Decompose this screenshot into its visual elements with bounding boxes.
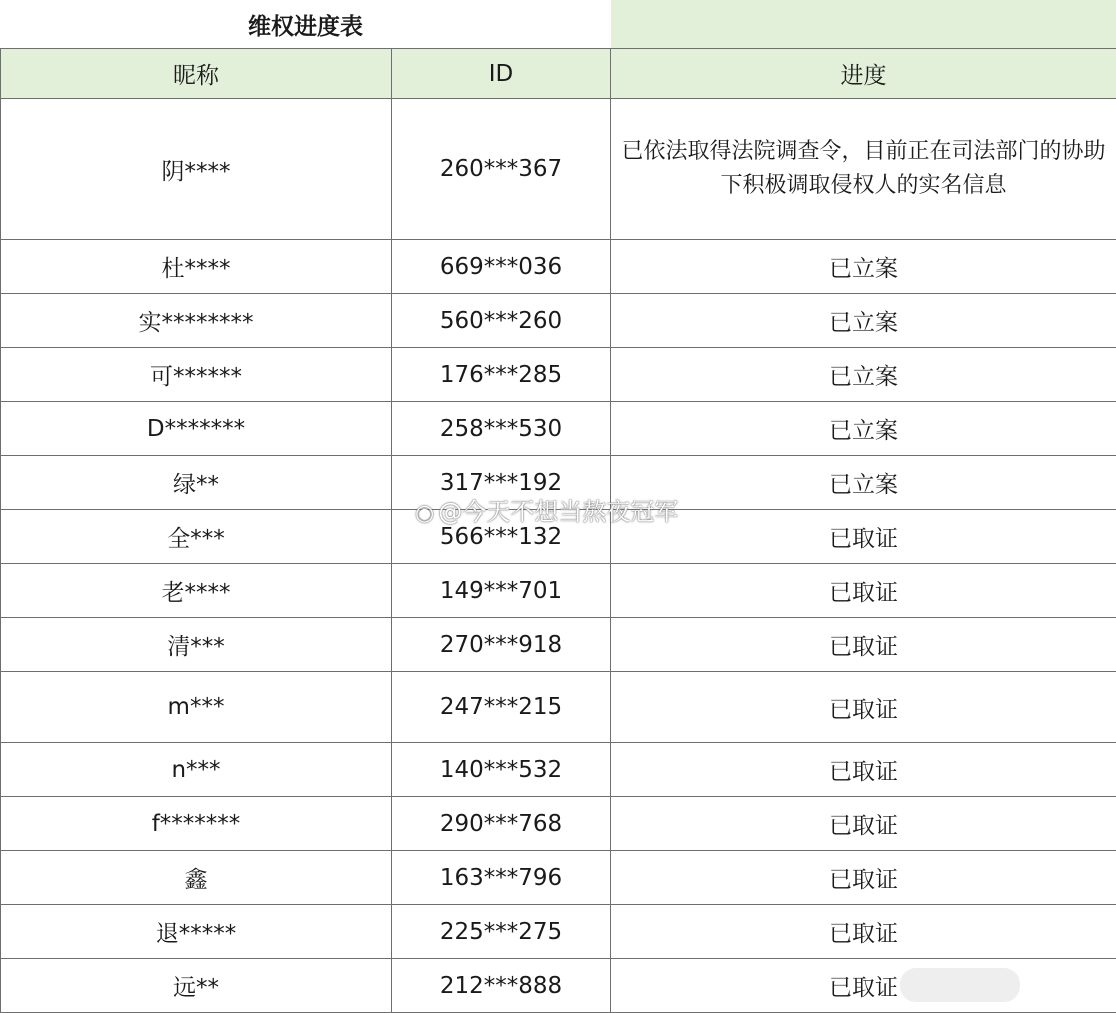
progress-cell: 已取证 xyxy=(611,618,1116,672)
progress-cell: 已立案 xyxy=(611,348,1116,402)
id-cell: 669***036 xyxy=(392,240,611,294)
nickname-cell: 实******** xyxy=(1,294,392,348)
nickname-cell: 绿** xyxy=(1,456,392,510)
nickname-cell: 鑫 xyxy=(1,851,392,905)
id-cell: 140***532 xyxy=(392,743,611,797)
table-row xyxy=(1,851,1116,905)
progress-cell: 已立案 xyxy=(611,402,1116,456)
progress-cell: 已取证 xyxy=(611,851,1116,905)
id-cell: 176***285 xyxy=(392,348,611,402)
nickname-cell: 远** xyxy=(1,959,392,1013)
nickname-cell: 阴**** xyxy=(1,99,392,240)
table-row xyxy=(1,618,1116,672)
table-row xyxy=(1,672,1116,743)
progress-cell: 已取证 xyxy=(611,743,1116,797)
progress-cell: 已取证 xyxy=(611,797,1116,851)
id-cell: 212***888 xyxy=(392,959,611,1013)
progress-cell: 已取证 xyxy=(611,905,1116,959)
table-row xyxy=(1,510,1116,564)
progress-cell: 已取证 xyxy=(611,564,1116,618)
progress-cell: 已取证 xyxy=(611,510,1116,564)
progress-cell: 已立案 xyxy=(611,294,1116,348)
watermark-text: @今天不想当熬夜冠军 xyxy=(438,498,679,526)
nickname-cell: n*** xyxy=(1,743,392,797)
id-cell: 290***768 xyxy=(392,797,611,851)
table-row xyxy=(1,564,1116,618)
progress-cell: 已取证 xyxy=(611,959,1116,1013)
nickname-cell: 清*** xyxy=(1,618,392,672)
table-row xyxy=(1,402,1116,456)
id-cell: 270***918 xyxy=(392,618,611,672)
id-cell: 260***367 xyxy=(392,99,611,240)
table-row xyxy=(1,743,1116,797)
progress-cell: 已立案 xyxy=(611,240,1116,294)
id-cell: 566***132 xyxy=(392,510,611,564)
nickname-cell: 全*** xyxy=(1,510,392,564)
nickname-cell: 可****** xyxy=(1,348,392,402)
nickname-cell: 老**** xyxy=(1,564,392,618)
nickname-cell: f******* xyxy=(1,797,392,851)
table-row xyxy=(1,99,1116,240)
id-cell: 560***260 xyxy=(392,294,611,348)
id-cell: 247***215 xyxy=(392,672,611,743)
id-cell: 163***796 xyxy=(392,851,611,905)
table-row xyxy=(1,456,1116,510)
table-row xyxy=(1,959,1116,1013)
table-row xyxy=(1,348,1116,402)
weibo-icon: ◉ xyxy=(415,501,435,526)
table-row xyxy=(1,294,1116,348)
nickname-cell: 杜**** xyxy=(1,240,392,294)
header-row xyxy=(1,49,1116,99)
progress-cell: 已取证 xyxy=(611,672,1116,743)
title-fill xyxy=(611,0,1116,49)
id-cell: 225***275 xyxy=(392,905,611,959)
header-id: ID xyxy=(392,49,611,99)
nickname-cell: m*** xyxy=(1,672,392,743)
table-row xyxy=(1,797,1116,851)
progress-cell: 已依法取得法院调查令，目前正在司法部门的协助下积极调取侵权人的实名信息 xyxy=(611,99,1116,240)
table-row xyxy=(1,905,1116,959)
nickname-cell: 退***** xyxy=(1,905,392,959)
id-cell: 149***701 xyxy=(392,564,611,618)
title-row xyxy=(1,0,1116,49)
nickname-cell: D******* xyxy=(1,402,392,456)
table-row xyxy=(1,240,1116,294)
progress-cell: 已立案 xyxy=(611,456,1116,510)
header-progress: 进度 xyxy=(611,49,1116,99)
id-cell: 317***192 xyxy=(392,456,611,510)
header-nickname: 昵称 xyxy=(1,49,392,99)
id-cell: 258***530 xyxy=(392,402,611,456)
table-title: 维权进度表 xyxy=(1,0,611,49)
